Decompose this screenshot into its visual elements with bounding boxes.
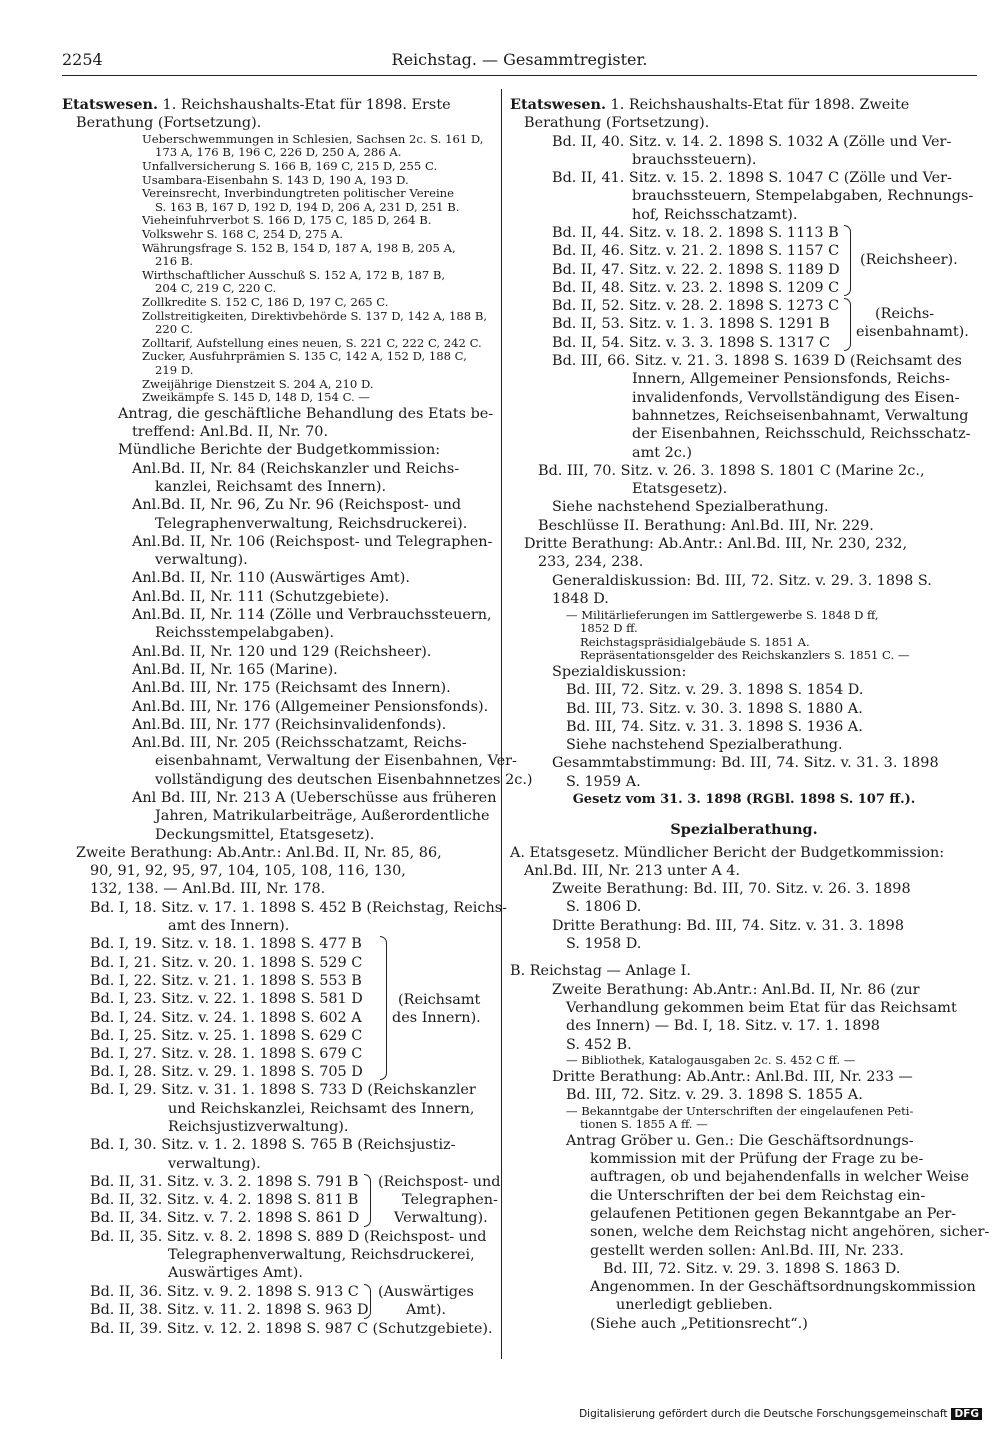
text-line: Anl.Bd. III, Nr. 205 (Reichsschatzamt, Reichs- — [132, 735, 467, 752]
session-line: Bd. II, 47. Sitz. v. 22. 2. 1898 S. 1189 D — [552, 261, 840, 278]
subject-line: Zweikämpfe S. 145 D, 148 D, 154 C. — — [142, 390, 371, 405]
text-line: Antrag Gröber u. Gen.: Die Geschäftsordnungs- — [566, 1132, 914, 1149]
text-line: 90, 91, 92, 95, 97, 104, 105, 108, 116, 130, — [90, 863, 406, 880]
text-line: S. 1806 D. — [566, 899, 642, 916]
dfg-logo: DFG — [951, 1408, 982, 1420]
subject-line: 1852 D ff. — [580, 621, 638, 636]
entry-heading — [62, 96, 490, 114]
law-reference: Gesetz vom 31. 3. 1898 (RGBl. 1898 S. 107 ff.). — [572, 791, 916, 807]
session-line: Bd. II, 54. Sitz. v. 3. 3. 1898 S. 1317 C — [552, 334, 830, 351]
text-line: Anl.Bd. II, Nr. 165 (Marine). — [132, 661, 338, 678]
text-line: Anl.Bd. III, Nr. 177 (Reichsinvalidenfonds). — [132, 716, 447, 733]
text-line: kommission mit der Prüfung der Frage zu be- — [590, 1151, 924, 1168]
text-line: Jahren, Matrikularbeiträge, Außerordentliche — [155, 808, 490, 825]
text-line: Bd. II, 35. Sitz. v. 8. 2. 1898 S. 889 D (Reichspost- und — [90, 1228, 487, 1245]
left-column — [62, 96, 533, 1338]
bracket-label: eisenbahnamt). — [856, 324, 969, 341]
text-line: B. Reichstag — Anlage I. — [510, 963, 691, 980]
session-line: Bd. I, 21. Sitz. v. 20. 1. 1898 S. 529 C — [90, 954, 363, 971]
session-line: Bd. II, 36. Sitz. v. 9. 2. 1898 S. 913 C — [90, 1283, 359, 1300]
text-line: Generaldiskussion: Bd. III, 72. Sitz. v. 29. 3. 1898 S. — [552, 572, 932, 589]
footer-credit — [579, 1408, 982, 1420]
text-line: 233, 234, 238. — [538, 554, 644, 571]
session-line: Bd. II, 44. Sitz. v. 18. 2. 1898 S. 1113 B — [552, 225, 839, 242]
text-line: des Innern) — Bd. I, 18. Sitz. v. 17. 1. 1898 — [566, 1018, 880, 1035]
session-line: Bd. I, 25. Sitz. v. 25. 1. 1898 S. 629 C — [90, 1027, 363, 1044]
text-line: treffend: Anl.Bd. II, Nr. 70. — [132, 424, 329, 441]
entry-keyword: Etatswesen. — [62, 96, 158, 113]
session-line: Bd. II, 48. Sitz. v. 23. 2. 1898 S. 1209 C — [552, 279, 840, 296]
subject-line: Ueberschwemmungen in Schlesien, Sachsen 2c. S. 161 D, — [142, 131, 484, 146]
text-line: Anl.Bd. II, Nr. 114 (Zölle und Verbrauchssteuern, — [132, 607, 492, 624]
subject-line: Volkswehr S. 168 C, 254 D, 275 A. — [142, 227, 343, 242]
text-line: Anl.Bd. II, Nr. 96, Zu Nr. 96 (Reichspost- und — [132, 497, 462, 514]
text-line: Auswärtiges Amt). — [168, 1265, 303, 1282]
text-line: Berathung (Fortsetzung). — [524, 115, 710, 132]
subject-line: Reichstagspräsidialgebäude S. 1851 A. — [580, 634, 810, 649]
text-line: Innern, Allgemeiner Pensionsfonds, Reichs- — [632, 371, 951, 388]
text-line: Anl.Bd. II, Nr. 84 (Reichskanzler und Reichs- — [132, 460, 460, 477]
text-line: Anl.Bd. II, Nr. 110 (Auswärtiges Amt). — [132, 570, 410, 587]
running-title: Reichstag. — Gesammtregister. — [391, 50, 648, 69]
text-line: Anl.Bd. III, Nr. 213 unter A 4. — [524, 862, 741, 879]
text-line: Bd. III, 73. Sitz. v. 30. 3. 1898 S. 1880 A. — [566, 700, 863, 717]
text-line: Siehe nachstehend Spezialberathung. — [566, 737, 843, 754]
text-line: amt des Innern). — [168, 918, 290, 935]
text-line: Dritte Berathung: Bd. III, 74. Sitz. v. 31. 3. 1898 — [552, 917, 904, 934]
subject-line: Usambara-Eisenbahn S. 143 D, 190 A, 193 D. — [142, 172, 409, 187]
text-line: S. 1959 A. — [566, 773, 641, 790]
text-line: Deckungsmittel, Etatsgesetz). — [155, 826, 375, 843]
text-line: Anl.Bd. III, Nr. 176 (Allgemeiner Pensionsfonds). — [132, 698, 489, 715]
subject-line: tionen S. 1855 A ff. — — [580, 1117, 708, 1132]
subject-line: — Bekanntgabe der Unterschriften der eingelaufenen Peti- — [566, 1103, 914, 1118]
right-column — [510, 96, 990, 1333]
text-line: eisenbahnamt, Verwaltung der Eisenbahnen, Ver- — [155, 753, 517, 770]
text-line: Bd. III, 66. Sitz. v. 21. 3. 1898 S. 1639 D (Reichsamt des — [552, 353, 962, 370]
text-line: bahnnetzes, Reichseisenbahnamt, Verwaltung — [632, 407, 969, 424]
text-line: 1848 D. — [552, 590, 609, 607]
text-line: vollständigung des deutschen Eisenbahnnetzes 2c.) — [155, 771, 533, 788]
text-line: Bd. III, 72. Sitz. v. 29. 3. 1898 S. 1863 D. — [603, 1260, 901, 1277]
text-line: Telegraphenverwaltung, Reichsdruckerei, — [168, 1247, 475, 1264]
spacer — [510, 953, 978, 962]
column-divider — [501, 89, 502, 1359]
subject-line: 173 A, 176 B, 196 C, 226 D, 250 A, 286 A. — [155, 145, 402, 160]
subject-line: Zweijährige Dienstzeit S. 204 A, 210 D. — [142, 376, 374, 391]
bracket-group — [510, 224, 978, 297]
subject-line: 204 C, 219 C, 220 C. — [155, 281, 277, 296]
entry-heading-rest: 1. Reichshaushalts-Etat für 1898. Erste — [162, 97, 451, 113]
text-line: verwaltung). — [168, 1155, 261, 1172]
text-line: gestellt werden sollen: Anl.Bd. III, Nr. 233. — [590, 1242, 904, 1259]
text-line: Zweite Berathung: Ab.Antr.: Anl.Bd. II, Nr. 85, 86, — [76, 844, 442, 861]
curly-bracket — [844, 298, 851, 351]
text-line: 132, 138. — Anl.Bd. III, Nr. 178. — [90, 881, 326, 898]
text-line: Reichsjustizverwaltung). — [168, 1118, 349, 1135]
curly-bracket — [364, 1174, 371, 1227]
curly-bracket — [380, 936, 387, 1080]
session-line: Bd. II, 34. Sitz. v. 7. 2. 1898 S. 861 D — [90, 1210, 360, 1227]
text-line: Bd. II, 39. Sitz. v. 12. 2. 1898 S. 987 C (Schutzgebiete). — [90, 1320, 493, 1337]
session-line: Bd. II, 53. Sitz. v. 1. 3. 1898 S. 1291 B — [552, 316, 830, 333]
bracket-group — [62, 1173, 501, 1228]
text-line: Bd. III, 72. Sitz. v. 29. 3. 1898 S. 1854 D. — [566, 682, 864, 699]
text-line: Bd. I, 29. Sitz. v. 31. 1. 1898 S. 733 D (Reichskanzler — [90, 1082, 476, 1099]
text-line: kanzlei, Reichsamt des Innern). — [155, 478, 387, 495]
session-line: Bd. I, 28. Sitz. v. 29. 1. 1898 S. 705 D — [90, 1064, 363, 1081]
text-line: Antrag, die geschäftliche Behandlung des Etats be- — [118, 405, 494, 422]
text-line: brauchssteuern, Stempelabgaben, Rechnungs- — [632, 188, 974, 205]
text-line: die Unterschriften der bei dem Reichstag ein- — [590, 1187, 926, 1204]
bracket-label: Verwaltung). — [394, 1209, 488, 1226]
bracket-label: (Auswärtiges — [378, 1283, 474, 1300]
text-line: Bd. I, 30. Sitz. v. 1. 2. 1898 S. 765 B (Reichsjustiz- — [90, 1137, 456, 1154]
text-line: Mündliche Berichte der Budgetkommission: — [118, 442, 441, 459]
bracket-label: (Reichsamt — [398, 992, 481, 1009]
text-line: Dritte Berathung: Ab.Antr.: Anl.Bd. III, Nr. 233 — — [552, 1068, 913, 1085]
subject-line: Unfallversicherung S. 166 B, 169 C, 215 D, 255 C. — [142, 159, 438, 174]
subject-line: 216 B. — [155, 254, 194, 269]
text-line: Spezialdiskussion: — [552, 663, 687, 680]
session-line: Bd. I, 19. Sitz. v. 18. 1. 1898 S. 477 B — [90, 936, 362, 953]
text-line: Angenommen. In der Geschäftsordnungskommission — [590, 1279, 976, 1296]
text-line: Telegraphenverwaltung, Reichsdruckerei). — [155, 515, 468, 532]
text-line: Etatsgesetz). — [632, 481, 728, 498]
bracket-label: des Innern). — [392, 1010, 481, 1027]
entry-keyword: Etatswesen. — [510, 96, 606, 113]
text-line: Bd. III, 72. Sitz. v. 29. 3. 1898 S. 1855 A. — [566, 1087, 863, 1104]
page-header — [62, 50, 977, 76]
bracket-group — [62, 935, 490, 1081]
text-line: sonen, welche dem Reichstag nicht angehören, sicher- — [590, 1224, 990, 1241]
text-line: Gesammtabstimmung: Bd. III, 74. Sitz. v. 31. 3. 1898 — [552, 755, 939, 772]
text-line: brauchssteuern). — [632, 151, 757, 168]
subject-line: Zollkredite S. 152 C, 186 D, 197 C, 265 C. — [142, 295, 389, 310]
text-line: gelaufenen Petitionen gegen Bekanntgabe an Per- — [590, 1206, 957, 1222]
entry-heading-rest: 1. Reichshaushalts-Etat für 1898. Zweite — [605, 97, 910, 113]
bracket-label: (Reichs- — [875, 306, 935, 323]
subject-line: 220 C. — [155, 322, 193, 337]
subject-line: Vieheinfuhrverbot S. 166 D, 175 C, 185 D, 264 B. — [142, 213, 432, 228]
session-line: Bd. I, 22. Sitz. v. 21. 1. 1898 S. 553 B — [90, 972, 362, 989]
session-line: Bd. II, 32. Sitz. v. 4. 2. 1898 S. 811 B — [90, 1192, 359, 1209]
text-line: Dritte Berathung: Ab.Antr.: Anl.Bd. III, Nr. 230, 232, — [524, 536, 908, 553]
entry-heading — [510, 96, 978, 114]
text-line: Anl Bd. III, Nr. 213 A (Ueberschüsse aus früheren — [132, 790, 497, 806]
text-line: Bd. III, 70. Sitz. v. 26. 3. 1898 S. 1801 C (Marine 2c., — [538, 462, 925, 479]
text-line: Bd. III, 74. Sitz. v. 31. 3. 1898 S. 1936 A. — [566, 718, 863, 735]
text-line: Zweite Berathung: Bd. III, 70. Sitz. v. 26. 3. 1898 — [552, 881, 911, 898]
session-line: Bd. I, 27. Sitz. v. 28. 1. 1898 S. 679 C — [90, 1046, 363, 1063]
subject-line: Vereinsrecht, Inverbindungtreten politischer Vereine — [142, 186, 454, 201]
subject-line: Repräsentationsgelder des Reichskanzlers S. 1851 C. — — [580, 648, 910, 663]
text-line: S. 1958 D. — [566, 936, 642, 953]
bracket-label: Telegraphen- — [402, 1191, 498, 1208]
subject-line: 219 D. — [155, 362, 194, 377]
text-line: A. Etatsgesetz. Mündlicher Bericht der Budgetkommission: — [510, 844, 945, 861]
subject-line: Zolltarif, Aufstellung eines neuen, S. 221 C, 222 C, 242 C. — [142, 335, 482, 350]
bracket-label: (Reichsheer). — [860, 252, 958, 269]
page-number: 2254 — [62, 50, 103, 69]
text-line: Anl.Bd. II, Nr. 106 (Reichspost- und Telegraphen- — [132, 533, 493, 550]
bracket-group — [62, 1283, 490, 1320]
text-line: auftragen, ob und bejahendenfalls in welcher Weise — [590, 1169, 970, 1186]
curly-bracket — [364, 1284, 371, 1319]
text-line: Siehe nachstehend Spezialberathung. — [552, 499, 829, 516]
session-line: Bd. I, 24. Sitz. v. 24. 1. 1898 S. 602 A — [90, 1009, 362, 1026]
text-line: Anl.Bd. II, Nr. 120 und 129 (Reichsheer). — [132, 643, 432, 660]
session-line: Bd. II, 46. Sitz. v. 21. 2. 1898 S. 1157 C — [552, 243, 840, 260]
subject-line: — Bibliothek, Katalogausgaben 2c. S. 452 C ff. — — [566, 1053, 856, 1068]
section-heading: Spezialberathung. — [670, 821, 818, 839]
text-line: Bd. II, 40. Sitz. v. 14. 2. 1898 S. 1032 A (Zölle und Ver- — [552, 133, 952, 150]
text-line: verwaltung). — [155, 552, 248, 569]
text-line: Beschlüsse II. Berathung: Anl.Bd. III, Nr. 229. — [538, 517, 874, 534]
text-line: unerledigt geblieben. — [616, 1297, 773, 1314]
subject-line: Zollstreitigkeiten, Direktivbehörde S. 137 D, 142 A, 188 B, — [142, 308, 488, 323]
subject-line: S. 163 B, 167 D, 192 D, 194 D, 206 A, 231 D, 251 B. — [155, 199, 460, 214]
session-line: Bd. II, 31. Sitz. v. 3. 2. 1898 S. 791 B — [90, 1173, 359, 1190]
text-line: S. 452 B. — [566, 1036, 632, 1053]
text-line: invalidenfonds, Vervollständigung des Eisen- — [632, 389, 960, 406]
text-line: hof, Reichsschatzamt). — [632, 206, 798, 223]
bracket-label: (Reichspost- und — [378, 1173, 501, 1190]
text-line: Anl.Bd. III, Nr. 175 (Reichsamt des Innern). — [132, 680, 451, 697]
subject-line: Währungsfrage S. 152 B, 154 D, 187 A, 198 B, 205 A, — [142, 240, 456, 255]
session-line: Bd. II, 38. Sitz. v. 11. 2. 1898 S. 963 D — [90, 1302, 369, 1319]
curly-bracket — [844, 225, 851, 296]
session-line: Bd. I, 23. Sitz. v. 22. 1. 1898 S. 581 D — [90, 991, 363, 1008]
session-line: Bd. II, 52. Sitz. v. 28. 2. 1898 S. 1273 C — [552, 298, 840, 315]
text-line: Zweite Berathung: Ab.Antr.: Anl.Bd. II, Nr. 86 (zur — [552, 981, 920, 998]
text-line: Anl.Bd. II, Nr. 111 (Schutzgebiete). — [132, 588, 390, 605]
text-line: Reichsstempelabgaben). — [155, 625, 335, 642]
bracket-group — [510, 297, 978, 352]
text-line: (Siehe auch „Petitionsrecht“.) — [590, 1315, 808, 1332]
text-line: Bd. I, 18. Sitz. v. 17. 1. 1898 S. 452 B (Reichstag, Reichs- — [90, 899, 507, 916]
subject-line: Wirthschaftlicher Ausschuß S. 152 A, 172 B, 187 B, — [142, 267, 446, 282]
text-line: der Eisenbahnen, Reichsschuld, Reichsschatz- — [632, 426, 971, 443]
bracket-label: Amt). — [406, 1301, 447, 1318]
text-line: und Reichskanzlei, Reichsamt des Innern, — [168, 1100, 475, 1117]
subject-line: Zucker, Ausfuhrprämien S. 135 C, 142 A, 152 D, 188 C, — [142, 349, 467, 364]
header-rule — [62, 75, 977, 76]
footer-text: Digitalisierung gefördert durch die Deutsche Forschungsgemeinschaft — [579, 1408, 948, 1420]
text-line: Verhandlung gekommen beim Etat für das Reichsamt — [566, 999, 957, 1016]
text-line: amt 2c.) — [632, 444, 692, 461]
subject-line: — Militärlieferungen im Sattlergewerbe S. 1848 D ff, — [566, 607, 879, 622]
text-line: Berathung (Fortsetzung). — [76, 115, 262, 132]
text-line: Bd. II, 41. Sitz. v. 15. 2. 1898 S. 1047 C (Zölle und Ver- — [552, 170, 952, 187]
